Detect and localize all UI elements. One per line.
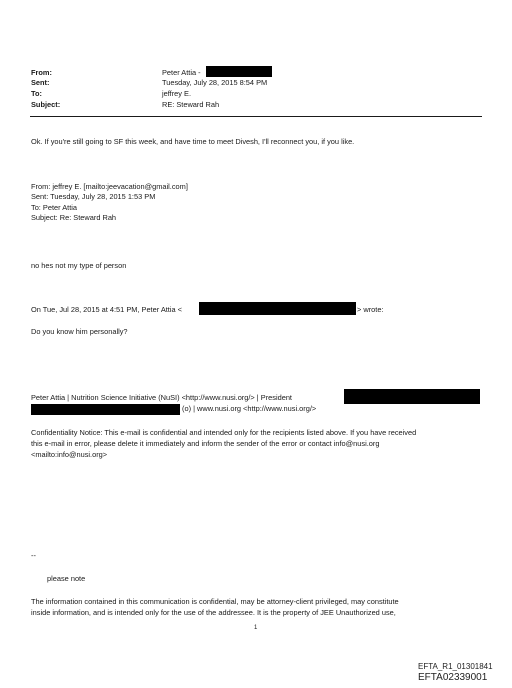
sent-value: Tuesday, July 28, 2015 8:54 PM (162, 78, 268, 87)
signature-line-1: Peter Attia | Nutrition Science Initiative (NuSI) <http://www.nusi.org/> | President (31, 393, 292, 402)
wrote-prefix: On Tue, Jul 28, 2015 at 4:51 PM, Peter Attia < (31, 305, 182, 314)
quoted-sent-line: Sent: Tuesday, July 28, 2015 1:53 PM (31, 192, 156, 201)
from-value: Peter Attia - (162, 68, 201, 77)
from-label: From: (31, 68, 52, 77)
redaction-box (206, 66, 272, 77)
quoted-from-line: From: jeffrey E. [mailto:jeevacation@gmail.com] (31, 182, 188, 191)
confidentiality-line-2: this e-mail in error, please delete it immediately and inform the sender of the error or contact info@nusi.org (31, 439, 380, 448)
please-note: please note (47, 574, 86, 583)
to-value: jeffrey E. (162, 89, 192, 98)
signature-line-2: (o) | www.nusi.org <http://www.nusi.org/> (182, 404, 317, 413)
subject-value: RE: Steward Rah (162, 100, 220, 109)
quoted-subject-line: Subject: Re: Steward Rah (31, 213, 117, 222)
subject-label: Subject: (31, 100, 61, 109)
page-number: 1 (254, 625, 258, 631)
body-message: Ok. If you're still going to SF this week, and have time to meet Divesh, I'll reconnect you, if you like. (31, 137, 355, 146)
confidentiality-line-1: Confidentiality Notice: This e-mail is confidential and intended only for the recipients listed above. If you have received (31, 428, 417, 437)
redaction-box (31, 404, 180, 415)
quoted-to-line: To: Peter Attia (31, 203, 78, 212)
sent-label: Sent: (31, 78, 50, 87)
disclaimer-line-2: inside information, and is intended only for the use of the addressee. It is the property of JEE Unauthorized use, (31, 608, 396, 617)
wrote-suffix: > wrote: (357, 305, 384, 314)
disclaimer-line-1: The information contained in this communication is confidential, may be attorney-client privileged, may constitute (31, 597, 399, 606)
redaction-box (199, 302, 356, 315)
bates-number-2: EFTA02339001 (418, 672, 488, 683)
separator-mark: -- (31, 551, 36, 560)
reply-message: no hes not my type of person (31, 261, 127, 270)
confidentiality-line-3: <mailto:info@nusi.org> (31, 450, 108, 459)
redaction-box (344, 389, 480, 404)
question-text: Do you know him personally? (31, 327, 128, 336)
to-label: To: (31, 89, 42, 98)
bates-number-1: EFTA_R1_01301841 (418, 662, 493, 671)
header-divider (30, 116, 482, 117)
